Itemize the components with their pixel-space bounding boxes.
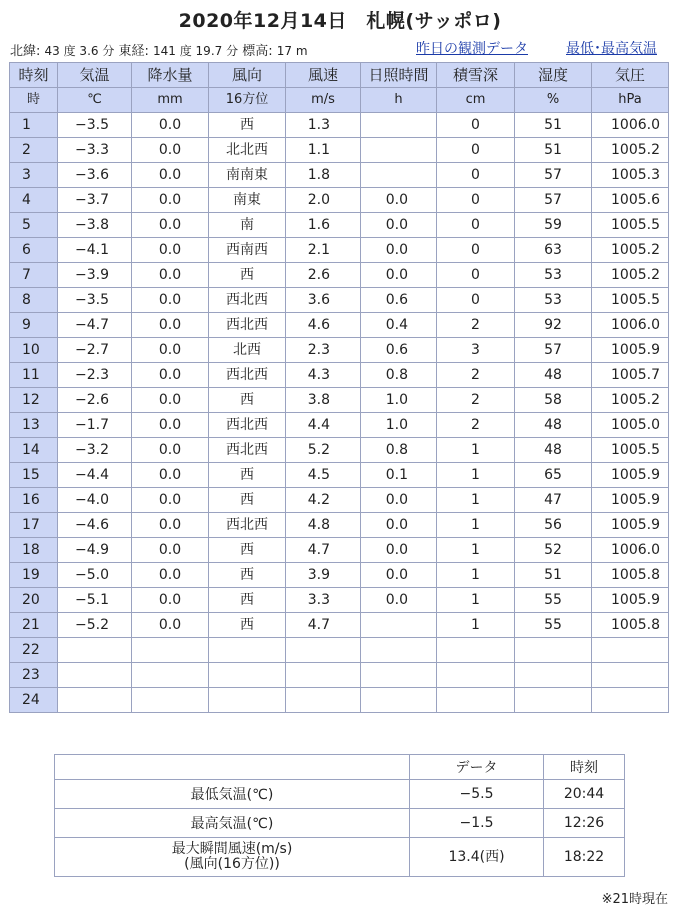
cell-snow-depth: 2 [437,413,515,438]
cell-pressure: 1005.5 [592,288,669,313]
cell-humidity: 48 [515,413,592,438]
cell-snow-depth: 0 [437,138,515,163]
cell-humidity: 92 [515,313,592,338]
cell-humidity [515,663,592,688]
cell-pressure: 1005.2 [592,138,669,163]
cell-pressure [592,688,669,713]
cell-humidity [515,688,592,713]
cell-temperature: −5.1 [58,588,132,613]
cell-snow-depth: 1 [437,488,515,513]
header-wind-speed: 風速 [286,63,361,88]
table-row [10,388,669,413]
cell-snow-depth [437,688,515,713]
cell-humidity: 55 [515,588,592,613]
cell-wind-direction: 南東 [209,188,286,213]
cell-wind-direction: 西北西 [209,513,286,538]
cell-snow-depth: 1 [437,613,515,638]
cell-precipitation: 0.0 [132,563,209,588]
cell-precipitation: 0.0 [132,313,209,338]
table-row [10,588,669,613]
cell-wind-speed: 2.3 [286,338,361,363]
cell-sunshine: 0.6 [361,338,437,363]
cell-temperature [58,638,132,663]
cell-precipitation: 0.0 [132,138,209,163]
summary-header-row [55,755,625,780]
summary-value: −1.5 [410,809,544,838]
cell-sunshine: 0.0 [361,188,437,213]
cell-humidity: 51 [515,113,592,138]
unit-hour: 時 [10,88,58,113]
cell-precipitation: 0.0 [132,438,209,463]
table-row [10,688,669,713]
cell-humidity: 52 [515,538,592,563]
cell-temperature: −3.7 [58,188,132,213]
cell-sunshine: 0.0 [361,513,437,538]
cell-wind-speed: 4.2 [286,488,361,513]
cell-precipitation: 0.0 [132,113,209,138]
cell-pressure [592,663,669,688]
cell-wind-direction: 西 [209,613,286,638]
cell-wind-speed: 2.1 [286,238,361,263]
table-row [10,138,669,163]
cell-hour: 24 [10,688,58,713]
cell-temperature: −4.7 [58,313,132,338]
hourly-observation-table [9,62,669,713]
cell-hour: 1 [10,113,58,138]
header-humidity: 湿度 [515,63,592,88]
cell-pressure: 1005.8 [592,563,669,588]
unit-temperature: ℃ [58,88,132,113]
cell-hour: 19 [10,563,58,588]
cell-pressure: 1005.3 [592,163,669,188]
summary-header-data: データ [410,755,544,780]
cell-wind-direction: 南 [209,213,286,238]
cell-wind-speed: 2.0 [286,188,361,213]
cell-wind-direction: 西 [209,588,286,613]
cell-wind-speed: 1.6 [286,213,361,238]
cell-humidity: 56 [515,513,592,538]
cell-wind-speed: 1.1 [286,138,361,163]
cell-hour: 11 [10,363,58,388]
cell-sunshine: 0.4 [361,313,437,338]
cell-pressure: 1005.9 [592,513,669,538]
cell-hour: 5 [10,213,58,238]
cell-humidity [515,638,592,663]
cell-hour: 20 [10,588,58,613]
header-wind-direction: 風向 [209,63,286,88]
cell-wind-speed: 4.7 [286,538,361,563]
summary-label: 最高気温(℃) [55,809,410,838]
cell-wind-direction: 西 [209,538,286,563]
unit-precipitation: mm [132,88,209,113]
table-row [10,638,669,663]
cell-humidity: 51 [515,138,592,163]
cell-wind-speed [286,638,361,663]
cell-sunshine: 0.1 [361,463,437,488]
elevation-label: 標高: [242,44,273,59]
cell-snow-depth: 1 [437,463,515,488]
cell-wind-direction: 南南東 [209,163,286,188]
cell-humidity: 53 [515,288,592,313]
summary-header-time: 時刻 [544,755,625,780]
cell-pressure: 1005.2 [592,238,669,263]
cell-snow-depth: 1 [437,563,515,588]
cell-precipitation [132,663,209,688]
summary-row-max-gust [55,838,625,877]
cell-snow-depth: 0 [437,113,515,138]
cell-temperature: −5.0 [58,563,132,588]
cell-wind-speed [286,688,361,713]
summary-header-blank [55,755,410,780]
cell-precipitation: 0.0 [132,288,209,313]
summary-time: 20:44 [544,780,625,809]
units-row [10,88,669,113]
station-info [10,40,308,59]
cell-sunshine [361,113,437,138]
table-row [10,563,669,588]
cell-hour: 17 [10,513,58,538]
summary-value: −5.5 [410,780,544,809]
cell-hour: 14 [10,438,58,463]
header-hour: 時刻 [10,63,58,88]
cell-hour: 7 [10,263,58,288]
table-row [10,213,669,238]
cell-sunshine: 1.0 [361,413,437,438]
cell-wind-direction: 西 [209,488,286,513]
header-temperature: 気温 [58,63,132,88]
table-row [10,113,669,138]
cell-snow-depth: 0 [437,163,515,188]
cell-humidity: 47 [515,488,592,513]
cell-wind-speed: 3.9 [286,563,361,588]
summary-label [55,838,410,877]
cell-humidity: 48 [515,363,592,388]
table-row [10,338,669,363]
cell-wind-direction [209,638,286,663]
cell-humidity: 57 [515,188,592,213]
cell-wind-speed: 5.2 [286,438,361,463]
cell-temperature: −4.0 [58,488,132,513]
cell-sunshine [361,163,437,188]
table-row [10,188,669,213]
cell-temperature: −4.4 [58,463,132,488]
cell-wind-speed: 4.7 [286,613,361,638]
cell-sunshine: 1.0 [361,388,437,413]
table-row [10,413,669,438]
cell-wind-speed: 2.6 [286,263,361,288]
cell-wind-speed: 4.6 [286,313,361,338]
cell-wind-direction: 西 [209,463,286,488]
elevation-value: 17 m [276,44,308,58]
cell-wind-speed: 1.8 [286,163,361,188]
cell-snow-depth: 1 [437,538,515,563]
table-row [10,238,669,263]
cell-precipitation: 0.0 [132,338,209,363]
cell-pressure: 1005.8 [592,613,669,638]
header-pressure: 気圧 [592,63,669,88]
summary-value: 13.4(西) [410,838,544,877]
cell-temperature: −3.8 [58,213,132,238]
table-row [10,288,669,313]
table-row [10,513,669,538]
cell-precipitation [132,638,209,663]
summary-row-max-temp [55,809,625,838]
cell-pressure: 1005.9 [592,463,669,488]
cell-hour: 22 [10,638,58,663]
cell-snow-depth: 2 [437,388,515,413]
cell-hour: 12 [10,388,58,413]
summary-label-line2: (風向(16方位)) [184,856,280,872]
cell-sunshine: 0.0 [361,263,437,288]
cell-temperature [58,663,132,688]
cell-pressure: 1005.0 [592,413,669,438]
cell-precipitation: 0.0 [132,388,209,413]
header-snow-depth: 積雪深 [437,63,515,88]
cell-hour: 3 [10,163,58,188]
cell-pressure: 1005.9 [592,488,669,513]
min-max-temp-link[interactable]: 最低･最高気温 [566,41,657,57]
cell-snow-depth [437,638,515,663]
cell-wind-direction: 西 [209,263,286,288]
latitude-value: 43 度 3.6 分 [44,44,115,58]
cell-wind-direction: 北北西 [209,138,286,163]
yesterday-data-link[interactable]: 昨日の観測データ [416,41,528,57]
cell-hour: 2 [10,138,58,163]
cell-pressure: 1005.5 [592,213,669,238]
cell-hour: 4 [10,188,58,213]
cell-precipitation: 0.0 [132,188,209,213]
cell-temperature: −4.6 [58,513,132,538]
cell-precipitation: 0.0 [132,263,209,288]
cell-sunshine: 0.6 [361,288,437,313]
summary-row-min-temp [55,780,625,809]
cell-sunshine: 0.0 [361,213,437,238]
cell-wind-direction: 西北西 [209,413,286,438]
cell-humidity: 59 [515,213,592,238]
cell-hour: 10 [10,338,58,363]
cell-humidity: 58 [515,388,592,413]
cell-sunshine [361,138,437,163]
cell-snow-depth: 2 [437,363,515,388]
summary-label: 最低気温(℃) [55,780,410,809]
cell-precipitation: 0.0 [132,238,209,263]
cell-precipitation: 0.0 [132,613,209,638]
cell-sunshine: 0.0 [361,563,437,588]
cell-humidity: 63 [515,238,592,263]
cell-temperature: −4.9 [58,538,132,563]
cell-pressure: 1006.0 [592,313,669,338]
cell-pressure: 1005.9 [592,338,669,363]
cell-wind-direction: 西 [209,113,286,138]
unit-pressure: hPa [592,88,669,113]
cell-wind-speed: 4.4 [286,413,361,438]
cell-wind-direction [209,663,286,688]
cell-wind-direction: 西 [209,563,286,588]
cell-hour: 15 [10,463,58,488]
cell-humidity: 57 [515,163,592,188]
table-body [10,113,669,713]
cell-precipitation: 0.0 [132,513,209,538]
summary-label-line1: 最大瞬間風速(m/s) [171,841,293,857]
cell-precipitation: 0.0 [132,213,209,238]
cell-wind-speed: 3.6 [286,288,361,313]
cell-pressure: 1005.5 [592,438,669,463]
table-row [10,163,669,188]
cell-hour: 21 [10,613,58,638]
unit-humidity: % [515,88,592,113]
cell-hour: 16 [10,488,58,513]
cell-sunshine [361,638,437,663]
cell-pressure: 1005.9 [592,588,669,613]
cell-sunshine [361,663,437,688]
cell-sunshine: 0.0 [361,588,437,613]
cell-humidity: 65 [515,463,592,488]
cell-precipitation: 0.0 [132,538,209,563]
table-row [10,363,669,388]
header-sunshine: 日照時間 [361,63,437,88]
cell-pressure: 1006.0 [592,113,669,138]
cell-snow-depth: 0 [437,238,515,263]
table-row [10,463,669,488]
page-title: 2020年12月14日 札幌(サッポロ) [178,10,502,32]
cell-pressure: 1006.0 [592,538,669,563]
cell-temperature [58,688,132,713]
cell-precipitation: 0.0 [132,363,209,388]
cell-precipitation: 0.0 [132,413,209,438]
cell-temperature: −3.6 [58,163,132,188]
cell-wind-speed: 3.3 [286,588,361,613]
header-precipitation: 降水量 [132,63,209,88]
cell-temperature: −3.3 [58,138,132,163]
cell-wind-direction: 西北西 [209,438,286,463]
unit-wind-direction: 16方位 [209,88,286,113]
cell-temperature: −3.5 [58,113,132,138]
cell-humidity: 53 [515,263,592,288]
cell-snow-depth: 1 [437,588,515,613]
cell-wind-speed: 4.5 [286,463,361,488]
cell-precipitation: 0.0 [132,488,209,513]
cell-wind-speed: 4.8 [286,513,361,538]
cell-snow-depth: 2 [437,313,515,338]
cell-wind-direction: 北西 [209,338,286,363]
cell-snow-depth: 1 [437,438,515,463]
cell-hour: 13 [10,413,58,438]
as-of-note: ※21時現在 [601,892,668,907]
cell-wind-speed: 1.3 [286,113,361,138]
cell-sunshine: 0.0 [361,538,437,563]
cell-hour: 9 [10,313,58,338]
cell-wind-direction: 西北西 [209,363,286,388]
cell-temperature: −2.7 [58,338,132,363]
cell-precipitation: 0.0 [132,463,209,488]
cell-snow-depth [437,663,515,688]
table-row [10,438,669,463]
cell-hour: 18 [10,538,58,563]
cell-pressure: 1005.2 [592,388,669,413]
cell-snow-depth: 3 [437,338,515,363]
cell-humidity: 55 [515,613,592,638]
cell-pressure [592,638,669,663]
cell-temperature: −3.5 [58,288,132,313]
unit-snow-depth: cm [437,88,515,113]
cell-temperature: −4.1 [58,238,132,263]
table-row [10,313,669,338]
header-row [10,63,669,88]
cell-wind-direction: 西南西 [209,238,286,263]
cell-hour: 23 [10,663,58,688]
cell-precipitation [132,688,209,713]
cell-humidity: 57 [515,338,592,363]
daily-summary-table [54,754,625,877]
cell-temperature: −2.3 [58,363,132,388]
cell-temperature: −3.2 [58,438,132,463]
unit-wind-speed: m/s [286,88,361,113]
cell-wind-speed: 4.3 [286,363,361,388]
cell-temperature: −3.9 [58,263,132,288]
cell-pressure: 1005.7 [592,363,669,388]
cell-humidity: 51 [515,563,592,588]
cell-snow-depth: 0 [437,263,515,288]
cell-wind-direction: 西北西 [209,288,286,313]
longitude-label: 東経: [118,44,149,59]
cell-wind-direction: 西北西 [209,313,286,338]
cell-temperature: −2.6 [58,388,132,413]
summary-time: 18:22 [544,838,625,877]
cell-snow-depth: 0 [437,188,515,213]
cell-snow-depth: 0 [437,213,515,238]
table-row [10,613,669,638]
cell-temperature: −1.7 [58,413,132,438]
table-row [10,263,669,288]
cell-precipitation: 0.0 [132,163,209,188]
cell-wind-direction: 西 [209,388,286,413]
cell-snow-depth: 1 [437,513,515,538]
cell-sunshine [361,688,437,713]
cell-pressure: 1005.6 [592,188,669,213]
table-row [10,663,669,688]
cell-wind-speed [286,663,361,688]
cell-sunshine: 0.8 [361,363,437,388]
cell-precipitation: 0.0 [132,588,209,613]
cell-temperature: −5.2 [58,613,132,638]
summary-time: 12:26 [544,809,625,838]
cell-hour: 6 [10,238,58,263]
cell-sunshine [361,613,437,638]
cell-sunshine: 0.8 [361,438,437,463]
cell-hour: 8 [10,288,58,313]
unit-sunshine: h [361,88,437,113]
cell-sunshine: 0.0 [361,238,437,263]
cell-snow-depth: 0 [437,288,515,313]
table-row [10,538,669,563]
longitude-value: 141 度 19.7 分 [153,44,239,58]
cell-pressure: 1005.2 [592,263,669,288]
table-row [10,488,669,513]
latitude-label: 北緯: [10,44,41,59]
cell-sunshine: 0.0 [361,488,437,513]
cell-humidity: 48 [515,438,592,463]
cell-wind-direction [209,688,286,713]
cell-wind-speed: 3.8 [286,388,361,413]
